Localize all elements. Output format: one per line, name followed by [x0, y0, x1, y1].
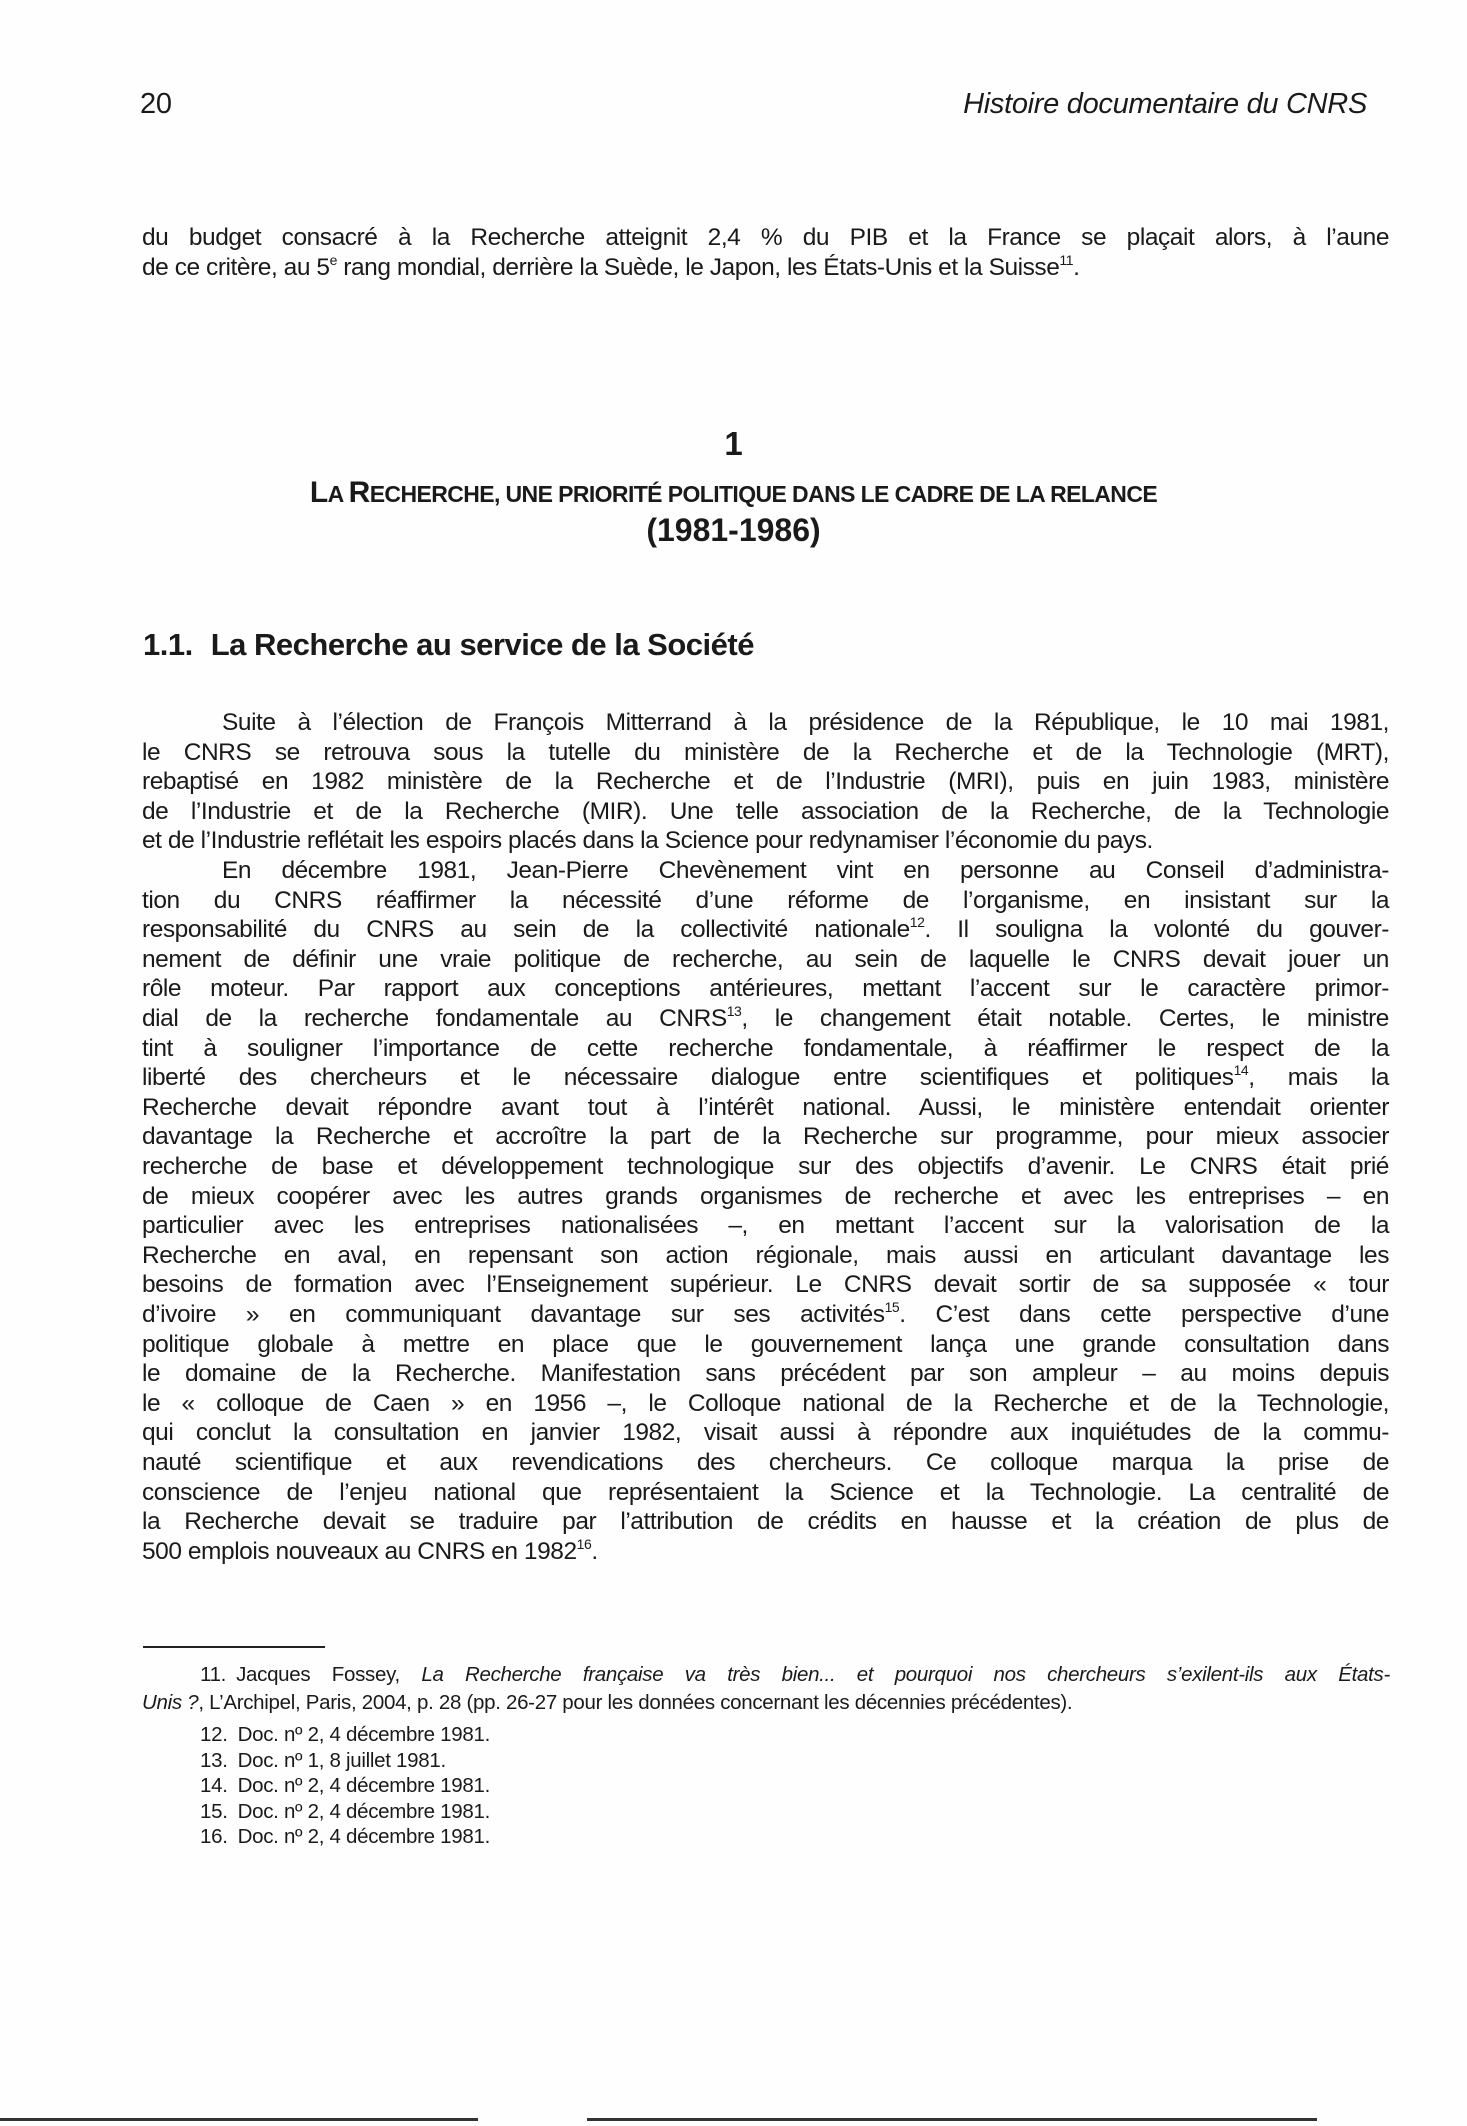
footnote-item — [200, 1722, 490, 1748]
body-line: Recherche devait répondre avant tout à l’intérêt national. Aussi, le ministère entendait orienter — [142, 1093, 1389, 1121]
chapter-title-text: ECHERCHE, — [369, 481, 506, 507]
body-text-segment: 500 emplois nouveaux au CNRS en 1982 — [142, 1537, 577, 1565]
chapter-title-text: R — [348, 476, 370, 509]
body-line: de l’Industrie et de la Recherche (MIR). Une telle association de la Recherche, de la Technologie — [142, 797, 1389, 825]
intro-text: de ce critère, au 5 — [142, 254, 330, 281]
body-text-segment: d’ivoire » en communiquant davantage sur ses activités — [142, 1301, 885, 1328]
body-line: davantage la Recherche et accroître la part de la Recherche sur programme, pour mieux associer — [142, 1123, 1389, 1151]
footnote-text: Doc. nº 2, 4 décembre 1981. — [237, 1799, 490, 1823]
chapter-number: 1 — [724, 425, 743, 462]
body-line: Suite à l’élection de François Mitterrand à la présidence de la République, le 10 mai 1981, — [222, 709, 1389, 736]
body-line — [142, 1004, 1389, 1034]
footnote-book-title: Unis ? — [142, 1691, 199, 1714]
body-line: le domaine de la Recherche. Manifestation sans précédent par son ampleur – au moins depuis — [142, 1360, 1389, 1388]
body-line — [142, 915, 1389, 945]
body-text-segment: responsabilité du CNRS au sein de la collectivité nationale — [142, 916, 910, 944]
body-line: En décembre 1981, Jean-Pierre Chevènement vint en personne au Conseil d’administra- — [222, 857, 1389, 884]
footnote-number: 15. — [200, 1799, 228, 1823]
body-line: le « colloque de Caen » en 1956 –, le Colloque national de la Recherche et de la Technologie, — [142, 1389, 1389, 1417]
body-line: le CNRS se retrouva sous la tutelle du ministère de la Recherche et de la Technologie (MRT), — [142, 738, 1389, 766]
footnote-item — [200, 1824, 490, 1850]
body-line: nement de définir une vraie politique de recherche, au sein de laquelle le CNRS devait jouer un — [142, 945, 1389, 973]
footnote-11-line-2 — [142, 1690, 1072, 1716]
body-line: de mieux coopérer avec les autres grands organismes de recherche et avec les entreprises – en — [142, 1182, 1389, 1210]
body-line: la Recherche devait se traduire par l’attribution de crédits en hausse et la création de plus de — [142, 1508, 1389, 1536]
chapter-title — [0, 476, 1467, 510]
body-line — [142, 1537, 1389, 1567]
section-heading — [143, 627, 754, 663]
body-line: rôle moteur. Par rapport aux conceptions antérieures, mettant l’accent sur le caractère primor- — [142, 975, 1389, 1003]
scan-edge-line — [587, 2118, 1317, 2121]
body-text-segment: , mais la — [1248, 1064, 1389, 1092]
scan-edge-line — [0, 2118, 478, 2121]
body-line: particulier avec les entreprises nationalisées –, en mettant l’accent sur la valorisation de la — [142, 1212, 1389, 1240]
body-text-segment: . Il souligna la volonté du gouver- — [924, 916, 1390, 944]
footnote-number: 14. — [200, 1774, 228, 1798]
intro-line-1: du budget consacré à la Recherche atteignit 2,4 % du PIB et la France se plaçait alors, à l’aune — [142, 224, 1389, 251]
section-number: 1.1. — [143, 627, 193, 662]
chapter-title-text: L — [309, 476, 328, 509]
footnote-item — [200, 1773, 490, 1799]
chapter-years: (1981-1986) — [646, 512, 821, 548]
footnote-item — [200, 1748, 446, 1774]
footnote-text: Doc. nº 1, 8 juillet 1981. — [237, 1748, 446, 1772]
footnote-ref[interactable]: 13 — [726, 1003, 742, 1019]
footnote-ref[interactable]: 14 — [1233, 1062, 1249, 1079]
body-text-segment: dial de la recherche fondamentale au CNRS — [142, 1005, 727, 1032]
footnote-11-line-1 — [200, 1662, 1390, 1688]
intro-text: . — [1073, 254, 1080, 281]
footnote-ref[interactable]: 16 — [576, 1535, 592, 1552]
footnote-ref-11[interactable]: 11 — [1059, 252, 1074, 268]
page-number: 20 — [140, 88, 172, 120]
footnote-text: Doc. nº 2, 4 décembre 1981. — [237, 1825, 490, 1849]
footnote-author: Jacques Fossey, — [236, 1663, 422, 1686]
footnote-number: 12. — [200, 1723, 228, 1746]
body-line — [142, 1300, 1389, 1330]
body-line: Recherche en aval, en repensant son action régionale, mais aussi en articulant davantage les — [142, 1241, 1389, 1269]
footnote-text: Doc. nº 2, 4 décembre 1981. — [237, 1774, 490, 1798]
body-line: qui conclut la consultation en janvier 1982, visait aussi à répondre aux inquiétudes de la commu- — [142, 1419, 1389, 1447]
body-text-segment: . C’est dans cette perspective d’une — [899, 1301, 1390, 1328]
chapter-title-text: A — [327, 481, 349, 507]
body-text-segment: liberté des chercheurs et le nécessaire dialogue entre scientifiques et politiques — [142, 1064, 1234, 1092]
section-title: La Recherche au service de la Société — [210, 627, 754, 662]
body-line — [142, 1063, 1389, 1093]
body-line: tint à souligner l’importance de cette recherche fondamentale, à réaffirmer le respect de la — [142, 1034, 1389, 1062]
body-line: et de l’Industrie reflétait les espoirs placés dans la Science pour redynamiser l’économie du pays. — [142, 827, 1153, 855]
body-text-segment: , le changement était notable. Certes, le ministre — [741, 1005, 1389, 1032]
body-line: besoins de formation avec l’Enseignement supérieur. Le CNRS devait sortir de sa supposée « tour — [142, 1271, 1389, 1299]
intro-line-2 — [142, 253, 1389, 283]
footnote-separator — [143, 1646, 325, 1648]
running-title: Histoire documentaire du CNRS — [963, 88, 1367, 120]
intro-text: rang mondial, derrière la Suède, le Japon, les États-Unis et la Suisse — [336, 254, 1060, 281]
footnote-ref[interactable]: 15 — [884, 1299, 900, 1315]
footnote-number: 13. — [200, 1748, 228, 1772]
body-line: recherche de base et développement technologique sur des objectifs d’avenir. Le CNRS était prié — [142, 1153, 1389, 1180]
footnote-text: , L’Archipel, Paris, 2004, p. 28 (pp. 26-27 pour les données concernant les décennies précédentes). — [198, 1691, 1073, 1714]
footnote-ref[interactable]: 12 — [909, 914, 925, 931]
footnote-text: Doc. nº 2, 4 décembre 1981. — [237, 1723, 490, 1746]
superscript-e: e — [329, 252, 337, 268]
body-line: conscience de l’enjeu national que représentaient la Science et la Technologie. La centralité de — [142, 1478, 1389, 1506]
footnote-item — [200, 1799, 490, 1825]
footnote-number: 16. — [200, 1825, 228, 1849]
body-line: nauté scientifique et aux revendications des chercheurs. Ce colloque marqua la prise de — [142, 1449, 1389, 1476]
footnote-book-title: La Recherche française va très bien... et pourquoi nos chercheurs s’exilent-ils aux États- — [421, 1663, 1391, 1686]
chapter-title-text: UNE PRIORITÉ POLITIQUE DANS LE CADRE DE LA RELANCE — [505, 481, 1158, 507]
body-line: rebaptisé en 1982 ministère de la Recherche et de l’Industrie (MRI), puis en juin 1983, ministère — [142, 768, 1389, 796]
body-text-segment: . — [591, 1537, 598, 1565]
body-line: tion du CNRS réaffirmer la nécessité d’une réforme de l’organisme, en insistant sur la — [142, 886, 1389, 914]
footnote-number: 11. — [200, 1663, 227, 1686]
body-line: politique globale à mettre en place que le gouvernement lança une grande consultation dans — [142, 1330, 1389, 1358]
